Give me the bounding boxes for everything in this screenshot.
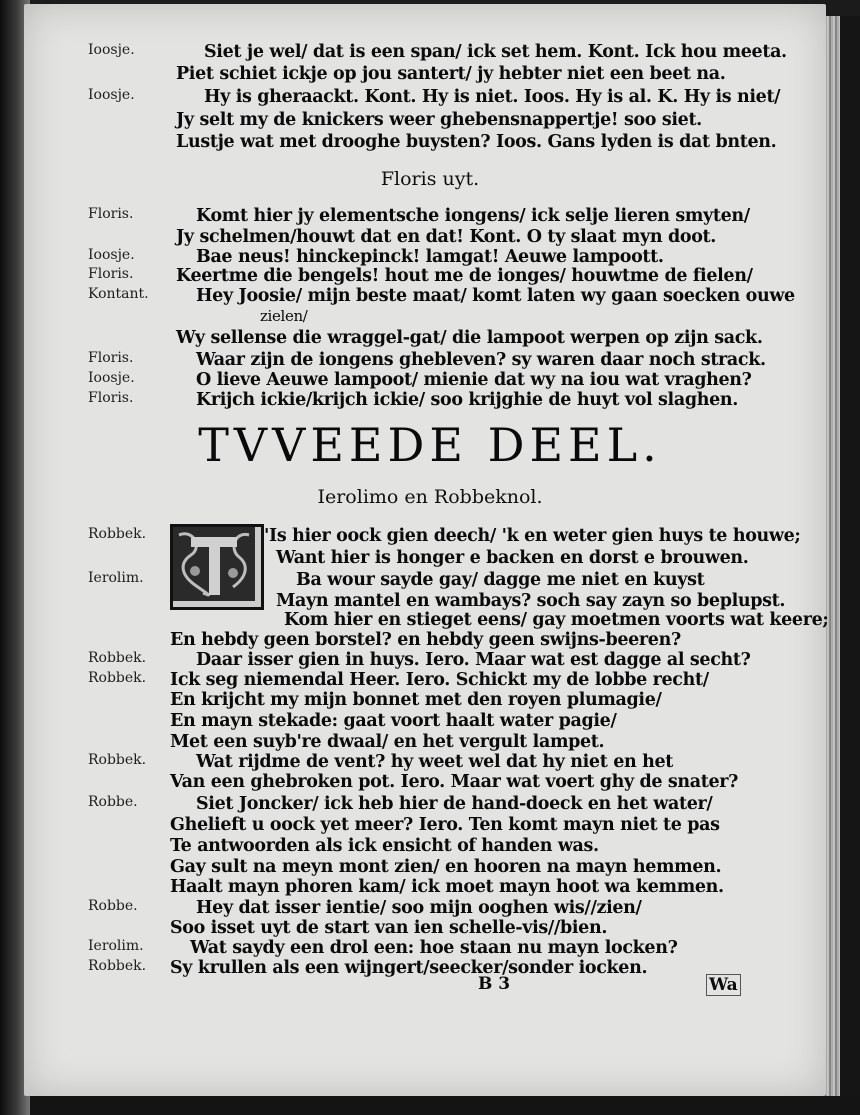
verse-text: Sy krullen als een wijngert/seecker/sonder iocken.: [170, 958, 648, 978]
verse-text: Lustje wat met drooghe buysten? Ioos. Gans lyden is dat bnten.: [176, 132, 777, 152]
speaker-name: Ierolim.: [88, 570, 144, 586]
verse-text: Hey dat isser ientie/ soo mijn ooghen wis//zien/: [196, 898, 642, 918]
speaker-name: Robbek.: [88, 958, 147, 974]
speaker-name: Ierolim.: [88, 938, 144, 954]
verse-text: Wy sellense die wraggel-gat/ die lampoot werpen op zijn sack.: [176, 328, 763, 348]
verse-text: Komt hier jy elementsche iongens/ ick selje lieren smyten/: [196, 206, 750, 226]
verse-text: Bae neus! hinckepinck! lamgat! Aeuwe lampoott.: [196, 247, 664, 267]
verse-text: Gay sult na meyn mont zien/ en hooren na mayn hemmen.: [170, 857, 722, 877]
bottom-edge: [30, 1096, 860, 1115]
speaker-name: Floris.: [88, 390, 134, 406]
verse-text: Mayn mantel en wambays? soch say zayn so beplupst.: [276, 591, 786, 611]
verse-text: O lieve Aeuwe lampoot/ mienie dat wy na iou wat vraghen?: [196, 370, 752, 390]
speaker-name: Robbe.: [88, 794, 138, 810]
verse-text: Jy schelmen/houwt dat en dat! Kont. O ty slaat myn doot.: [176, 227, 716, 247]
catchword: Wa: [706, 974, 741, 996]
verse-text: Kom hier en stieget eens/ gay moetmen voorts wat keere;: [284, 610, 829, 630]
verse-text: 'Is hier oock gien deech/ 'k en weter gien huys te houwe;: [264, 526, 801, 546]
verse-text: Siet Joncker/ ick heb hier de hand-doeck en het water/: [196, 794, 713, 814]
verse-text: Te antwoorden als ick ensicht of handen was.: [170, 836, 599, 856]
verse-text: Met een suyb're dwaal/ en het vergult lampet.: [170, 732, 605, 752]
part-title: TVVEEDE DEEL.: [198, 418, 662, 472]
speaker-name: Ioosje.: [88, 370, 135, 386]
verse-text: Jy selt my de knickers weer ghebensnappertje! soo siet.: [176, 110, 702, 130]
speaker-name: Ioosje.: [88, 42, 135, 58]
speaker-name: Robbe.: [88, 898, 138, 914]
scene-heading: Ierolimo en Robbeknol.: [317, 486, 543, 508]
verse-text: Keertme die bengels! hout me de ionges/ houwtme de fielen/: [176, 266, 753, 286]
speaker-name: Floris.: [88, 350, 134, 366]
verse-text: Siet je wel/ dat is een span/ ick set hem. Kont. Ick hou meeta.: [204, 42, 787, 62]
verse-text: Want hier is honger e backen en dorst e brouwen.: [276, 548, 749, 568]
verse-line: [24, 390, 844, 416]
verse-text: zielen/: [260, 307, 308, 325]
verse-text: Hy is gheraackt. Kont. Hy is niet. Ioos. Hy is al. K. Hy is niet/: [204, 87, 781, 107]
verse-text: Piet schiet ickje op jou santert/ jy hebter niet een beet na.: [176, 64, 726, 84]
verse-text: Ick seg niemendal Heer. Iero. Schickt my de lobbe recht/: [170, 670, 709, 690]
verse-text: En hebdy geen borstel? en hebdy geen swijns-beeren?: [170, 630, 681, 650]
speaker-name: Kontant.: [88, 286, 149, 302]
verse-line: [24, 132, 844, 158]
speaker-name: Robbek.: [88, 670, 147, 686]
signature-mark: B 3: [478, 974, 511, 994]
speaker-name: Robbek.: [88, 650, 147, 666]
verse-text: En mayn stekade: gaat voort haalt water pagie/: [170, 711, 617, 731]
speaker-name: Ioosje.: [88, 247, 135, 263]
verse-text: Ghelieft u oock yet meer? Iero. Ten komt mayn niet te pas: [170, 815, 720, 835]
stage-direction-heading: Floris uyt.: [380, 168, 480, 190]
verse-text: En krijcht my mijn bonnet met den royen plumagie/: [170, 690, 662, 710]
verse-text: Krijch ickie/krijch ickie/ soo krijghie de huyt vol slaghen.: [196, 390, 739, 410]
verse-text: Ba wour sayde gay/ dagge me niet en kuyst: [296, 570, 705, 590]
verse-text: Waar zijn de iongens ghebleven? sy waren daar noch strack.: [196, 350, 766, 370]
speaker-name: Floris.: [88, 266, 134, 282]
speaker-name: Robbek.: [88, 752, 147, 768]
verse-text: Wat rijdme de vent? hy weet wel dat hy niet en het: [196, 752, 673, 772]
verse-text: Soo isset uyt de start van ien schelle-vis//bien.: [170, 918, 608, 938]
verse-text: Van een ghebroken pot. Iero. Maar wat voert ghy de snater?: [170, 772, 739, 792]
speaker-name: Robbek.: [88, 526, 147, 542]
speaker-name: Ioosje.: [88, 87, 135, 103]
book-page: [24, 4, 829, 1096]
verse-text: Daar isser gien in huys. Iero. Maar wat est dagge al secht?: [196, 650, 751, 670]
verse-text: Haalt mayn phoren kam/ ick moet mayn hoot wa kemmen.: [170, 877, 724, 897]
verse-text: Hey Joosie/ mijn beste maat/ komt laten wy gaan soecken ouwe: [196, 286, 795, 306]
speaker-name: Floris.: [88, 206, 134, 222]
verse-text: Wat saydy een drol een: hoe staan nu mayn locken?: [190, 938, 678, 958]
